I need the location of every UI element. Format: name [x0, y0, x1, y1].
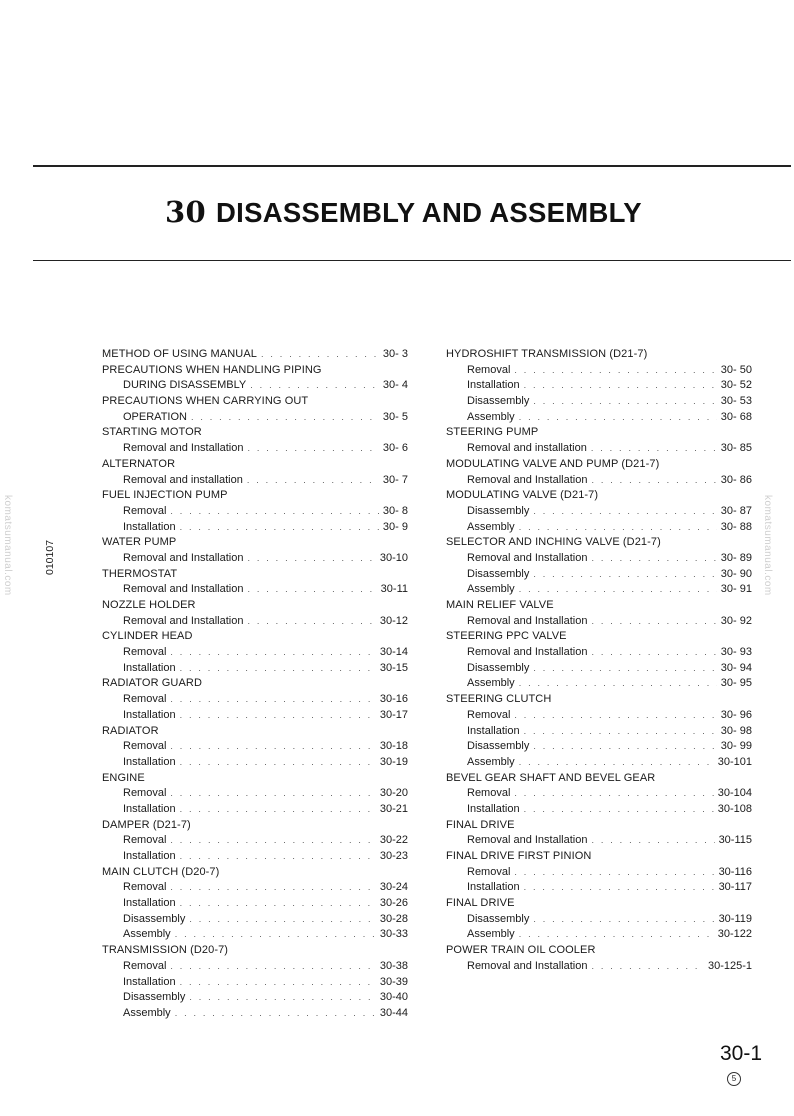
toc-entry-label: Removal: [123, 693, 167, 706]
toc-entry-label: CYLINDER HEAD: [102, 630, 193, 643]
dot-leader: [524, 724, 717, 740]
toc-entry-label: Removal and Installation: [123, 583, 244, 596]
toc-entry-label: Removal and Installation: [467, 551, 588, 564]
toc-entry: [446, 896, 752, 912]
toc-entry-page: 30-33: [379, 928, 408, 941]
toc-entry: [446, 786, 752, 802]
dot-leader: [591, 473, 716, 489]
toc-entry: [446, 520, 752, 536]
toc-entry: [102, 598, 408, 614]
toc-entry-label: Removal and Installation: [123, 442, 244, 455]
dot-leader: [533, 661, 716, 677]
dot-leader: [247, 582, 376, 598]
dot-leader: [519, 582, 717, 598]
dot-leader: [247, 614, 375, 630]
toc-entry: [446, 378, 752, 394]
dot-leader: [180, 708, 376, 724]
toc-entry-page: 30- 68: [720, 410, 752, 423]
dot-leader: [180, 661, 376, 677]
toc-entry: [446, 614, 752, 630]
toc-entry: [102, 1006, 408, 1022]
toc-entry-label: Installation: [123, 661, 176, 674]
top-rule: [33, 165, 791, 167]
toc-entry-label: Removal: [467, 708, 511, 721]
toc-entry-label: Removal: [467, 865, 511, 878]
toc-entry-page: 30-125-1: [707, 959, 752, 972]
toc-entry-label: FINAL DRIVE: [446, 897, 515, 910]
dot-leader: [519, 676, 717, 692]
toc-entry-label: Assembly: [467, 583, 515, 596]
toc-entry-label: Removal: [123, 504, 167, 517]
toc-entry-page: 30- 8: [382, 504, 408, 517]
toc-entry: [102, 614, 408, 630]
toc-entry: [446, 865, 752, 881]
toc-entry-label: NOZZLE HOLDER: [102, 599, 196, 611]
toc-entry-label: THERMOSTAT: [102, 567, 178, 580]
dot-leader: [180, 755, 376, 771]
toc-entry: [446, 457, 752, 473]
toc-entry: [446, 927, 752, 943]
toc-entry-page: 30-24: [379, 881, 408, 894]
toc-entry-label: Assembly: [123, 1006, 171, 1019]
toc-entry: [446, 535, 752, 551]
toc-entry-label: Removal: [123, 881, 167, 894]
toc-entry: [446, 394, 752, 410]
dot-leader: [533, 739, 716, 755]
toc-entry-label: Removal and Installation: [467, 834, 588, 847]
toc-entry-page: 30- 5: [382, 410, 408, 423]
dot-leader: [591, 614, 716, 630]
toc-entry-label: Removal: [123, 834, 167, 847]
toc-entry-page: 30- 93: [720, 646, 752, 659]
toc-entry-label: FINAL DRIVE: [446, 818, 515, 831]
toc-entry-label: Removal and installation: [467, 442, 587, 455]
toc-entry-label: Disassembly: [467, 912, 530, 925]
toc-entry: [102, 802, 408, 818]
toc-entry-label: OPERATION: [123, 410, 187, 423]
toc-entry-page: 30-115: [718, 834, 752, 847]
toc-entry: [446, 661, 752, 677]
dot-leader: [524, 378, 717, 394]
toc-entry-page: 30-15: [379, 661, 408, 674]
toc-entry-page: 30-28: [379, 912, 408, 925]
toc-entry: [446, 802, 752, 818]
dot-leader: [524, 880, 715, 896]
toc-entry: [446, 441, 752, 457]
toc-entry: [446, 755, 752, 771]
dot-leader: [170, 833, 375, 849]
toc-entry-label: Installation: [123, 520, 176, 533]
toc-entry-label: MAIN CLUTCH (D20-7): [102, 865, 220, 878]
dot-leader: [591, 833, 714, 849]
toc-entry: [446, 849, 752, 865]
toc-entry-page: 30- 50: [720, 363, 752, 376]
side-code: 010107: [44, 539, 56, 575]
toc-entry-label: Assembly: [123, 928, 171, 941]
toc-entry-page: 30- 86: [720, 473, 752, 486]
toc-entry-label: Installation: [123, 708, 176, 721]
toc-entry: [102, 457, 408, 473]
page-number: 30-1: [719, 1042, 762, 1065]
toc-entry-page: 30-117: [718, 881, 752, 894]
toc-entry: [102, 551, 408, 567]
toc-entry-label: STARTING MOTOR: [102, 426, 202, 439]
toc-entry-label: Removal and Installation: [467, 959, 588, 972]
toc-entry-page: 30-20: [379, 787, 408, 800]
toc-entry-label: SELECTOR AND INCHING VALVE (D21-7): [446, 536, 661, 549]
toc-entry-label: Installation: [467, 724, 520, 737]
dot-leader: [591, 441, 717, 457]
toc-entry: [102, 959, 408, 975]
toc-entry-page: 30-12: [379, 614, 408, 627]
toc-entry-label: Removal and Installation: [123, 614, 244, 627]
toc-entry: [102, 504, 408, 520]
toc-entry: [102, 990, 408, 1006]
dot-leader: [519, 520, 717, 536]
toc-entry-page: 30- 98: [720, 724, 752, 737]
toc-entry-label: Assembly: [467, 677, 515, 690]
toc-entry-page: 30-122: [717, 928, 752, 941]
toc-entry-label: RADIATOR: [102, 724, 159, 737]
toc-entry-page: 30- 7: [382, 473, 408, 486]
toc-entry: [446, 347, 752, 363]
toc-entry-page: 30-40: [379, 991, 408, 1004]
dot-leader: [189, 912, 376, 928]
toc-entry-label: Removal: [123, 740, 167, 753]
toc-entry-label: Disassembly: [123, 991, 186, 1004]
toc-entry-label: ENGINE: [102, 771, 145, 784]
dot-leader: [247, 473, 379, 489]
toc-entry-label: Installation: [123, 897, 176, 910]
revision-mark: 5: [727, 1072, 741, 1086]
dot-leader: [170, 504, 379, 520]
toc-entry-label: STEERING PPC VALVE: [446, 630, 567, 643]
toc-left-column: [102, 347, 408, 1022]
toc-entry-label: DURING DISASSEMBLY: [123, 379, 247, 392]
toc-entry: [102, 880, 408, 896]
dot-leader: [250, 378, 379, 394]
toc-entry-page: 30-16: [379, 693, 408, 706]
dot-leader: [170, 739, 375, 755]
toc-entry-label: Installation: [123, 975, 176, 988]
toc-entry-page: 30- 88: [720, 520, 752, 533]
dot-leader: [189, 990, 376, 1006]
dot-leader: [591, 645, 716, 661]
toc-entry-page: 30- 9: [382, 520, 408, 533]
toc-entry-label: Removal: [123, 646, 167, 659]
dot-leader: [514, 708, 716, 724]
toc-entry-page: 30-10: [379, 551, 408, 564]
toc-entry: [102, 645, 408, 661]
watermark-right: komatsumanual.com: [762, 495, 773, 596]
toc-entry: [446, 629, 752, 645]
dot-leader: [514, 786, 713, 802]
toc-entry-page: 30- 4: [382, 379, 408, 392]
toc-entry-page: 30-116: [718, 865, 752, 878]
dot-leader: [533, 504, 716, 520]
toc-entry: [102, 943, 408, 959]
toc-entry: [446, 708, 752, 724]
toc-entry: [446, 551, 752, 567]
toc-entry: [446, 410, 752, 426]
toc-entry-label: Removal and Installation: [467, 473, 588, 486]
dot-leader: [514, 865, 714, 881]
toc-entry: [102, 363, 408, 379]
toc-entry: [102, 739, 408, 755]
toc-entry: [102, 441, 408, 457]
dot-leader: [180, 975, 376, 991]
toc-entry-label: Assembly: [467, 520, 515, 533]
toc-entry-label: STEERING PUMP: [446, 426, 539, 439]
dot-leader: [191, 410, 379, 426]
toc-entry: [102, 661, 408, 677]
dot-leader: [247, 551, 375, 567]
toc-entry: [446, 598, 752, 614]
toc-entry-label: Removal and Installation: [467, 646, 588, 659]
toc-entry: [102, 676, 408, 692]
dot-leader: [533, 394, 716, 410]
toc-entry: [102, 425, 408, 441]
toc-entry: [102, 912, 408, 928]
toc-entry-page: 30- 87: [720, 504, 752, 517]
toc-entry-label: Disassembly: [467, 567, 530, 580]
dot-leader: [524, 802, 714, 818]
toc-entry: [446, 912, 752, 928]
toc-entry: [446, 567, 752, 583]
dot-leader: [180, 802, 376, 818]
toc-entry-page: 30-21: [379, 802, 408, 815]
toc-entry: [446, 645, 752, 661]
toc-entry-label: METHOD OF USING MANUAL: [102, 348, 257, 360]
toc-entry-page: 30- 85: [720, 442, 752, 455]
toc-entry-label: Removal and Installation: [123, 551, 244, 564]
toc-entry: [446, 582, 752, 598]
toc-entry: [102, 582, 408, 598]
toc-entry: [102, 833, 408, 849]
toc-entry-page: 30- 96: [720, 708, 752, 721]
toc-entry-page: 30- 6: [382, 442, 408, 455]
chapter-title: [165, 195, 642, 229]
toc-right-column: [446, 347, 752, 975]
dot-leader: [175, 927, 376, 943]
toc-entry: [446, 676, 752, 692]
toc-entry-label: Assembly: [467, 410, 515, 423]
toc-entry-page: 30-19: [379, 755, 408, 768]
toc-entry-page: 30-38: [379, 959, 408, 972]
chapter-title-text: DISASSEMBLY AND ASSEMBLY: [215, 197, 642, 228]
toc-entry: [446, 473, 752, 489]
toc-entry-label: Disassembly: [467, 661, 530, 674]
dot-leader: [180, 520, 379, 536]
toc-entry: [446, 488, 752, 504]
toc-entry-page: 30- 95: [720, 677, 752, 690]
toc-entry: [446, 771, 752, 787]
toc-entry-label: PRECAUTIONS WHEN CARRYING OUT: [102, 395, 309, 408]
toc-entry-page: 30-18: [379, 740, 408, 753]
toc-entry-label: Installation: [467, 881, 520, 894]
toc-entry-label: Installation: [467, 379, 520, 392]
toc-entry: [446, 425, 752, 441]
toc-entry-label: TRANSMISSION (D20-7): [102, 944, 229, 957]
toc-entry-label: Disassembly: [467, 395, 530, 408]
toc-entry: [102, 786, 408, 802]
toc-entry: [102, 849, 408, 865]
toc-entry: [446, 943, 752, 959]
toc-entry-label: Installation: [123, 755, 176, 768]
toc-entry: [102, 394, 408, 410]
toc-entry-label: HYDROSHIFT TRANSMISSION (D21-7): [446, 348, 648, 360]
dot-leader: [533, 567, 716, 583]
toc-entry: [102, 347, 408, 363]
toc-entry: [446, 818, 752, 834]
toc-entry-label: POWER TRAIN OIL COOLER: [446, 944, 596, 957]
toc-entry-label: RADIATOR GUARD: [102, 677, 203, 690]
dot-leader: [533, 912, 714, 928]
toc-entry: [102, 771, 408, 787]
toc-entry-label: MAIN RELIEF VALVE: [446, 599, 554, 611]
toc-entry: [102, 896, 408, 912]
dot-leader: [591, 551, 716, 567]
toc-entry: [102, 755, 408, 771]
toc-entry-label: Disassembly: [123, 912, 186, 925]
toc-entry: [102, 692, 408, 708]
toc-entry-page: 30-44: [379, 1006, 408, 1019]
dot-leader: [514, 363, 716, 379]
toc-entry-label: Removal: [123, 787, 167, 800]
toc-entry-label: Installation: [123, 850, 176, 862]
toc-entry-label: Removal: [123, 959, 167, 972]
dot-leader: [170, 645, 375, 661]
toc-entry: [446, 363, 752, 379]
toc-entry-label: FUEL INJECTION PUMP: [102, 489, 228, 502]
toc-entry-page: 30- 90: [720, 567, 752, 580]
toc-entry: [102, 975, 408, 991]
dot-leader: [519, 755, 714, 771]
toc-entry-label: Disassembly: [467, 504, 530, 517]
toc-entry-page: 30-17: [379, 708, 408, 721]
toc-entry-page: 30- 94: [720, 661, 752, 674]
toc-entry-page: 30-101: [717, 755, 752, 768]
toc-entry: [446, 739, 752, 755]
dot-leader: [180, 896, 376, 912]
toc-entry: [102, 818, 408, 834]
toc-entry-label: PRECAUTIONS WHEN HANDLING PIPING: [102, 363, 322, 376]
toc-entry: [102, 629, 408, 645]
dot-leader: [261, 347, 379, 363]
toc-entry: [446, 959, 752, 975]
toc-entry-label: WATER PUMP: [102, 536, 177, 549]
toc-entry: [102, 410, 408, 426]
toc-entry-label: Removal: [467, 787, 511, 800]
toc-entry: [102, 473, 408, 489]
toc-entry-label: ALTERNATOR: [102, 457, 176, 470]
toc-entry: [102, 535, 408, 551]
toc-entry: [446, 833, 752, 849]
toc-entry-page: 30-104: [717, 787, 752, 800]
dot-leader: [519, 927, 714, 943]
toc-entry: [102, 724, 408, 740]
toc-entry-label: Removal and Installation: [467, 614, 588, 627]
toc-entry-page: 30-108: [717, 802, 752, 815]
toc-entry: [102, 708, 408, 724]
toc-entry-page: 30-14: [379, 646, 408, 659]
toc-entry-label: BEVEL GEAR SHAFT AND BEVEL GEAR: [446, 771, 656, 784]
toc-entry-label: MODULATING VALVE (D21-7): [446, 489, 599, 502]
toc-entry-page: 30- 3: [382, 348, 408, 360]
toc-entry-label: DAMPER (D21-7): [102, 818, 191, 831]
toc-entry-label: Installation: [467, 802, 520, 815]
watermark-left: komatsumanual.com: [2, 495, 13, 596]
dot-leader: [175, 1006, 376, 1022]
dot-leader: [170, 786, 375, 802]
toc-entry-page: 30- 52: [720, 379, 752, 392]
toc-entry: [102, 378, 408, 394]
bottom-rule: [33, 260, 791, 261]
toc-entry-label: MODULATING VALVE AND PUMP (D21-7): [446, 457, 660, 470]
toc-entry-label: FINAL DRIVE FIRST PINION: [446, 850, 592, 862]
toc-entry-page: 30-23: [379, 850, 408, 862]
dot-leader: [247, 441, 378, 457]
toc-entry-label: Assembly: [467, 755, 515, 768]
toc-entry-page: 30-119: [718, 912, 752, 925]
toc-entry: [446, 724, 752, 740]
toc-entry-page: 30-11: [380, 583, 408, 596]
toc-entry-page: 30-22: [379, 834, 408, 847]
toc-entry-page: 30- 92: [720, 614, 752, 627]
toc-entry: [446, 880, 752, 896]
toc-entry-page: 30-26: [379, 897, 408, 910]
toc-entry-label: Disassembly: [467, 740, 530, 753]
toc-entry: [102, 865, 408, 881]
dot-leader: [170, 959, 375, 975]
toc-entry: [446, 692, 752, 708]
chapter-number: 30: [165, 195, 206, 229]
dot-leader: [591, 959, 703, 975]
dot-leader: [180, 849, 376, 865]
toc-entry: [102, 488, 408, 504]
toc-entry-label: Removal: [467, 363, 511, 376]
toc-entry-label: Removal and installation: [123, 473, 243, 486]
toc-entry-page: 30-39: [379, 975, 408, 988]
toc-entry-page: 30- 91: [720, 583, 752, 596]
toc-entry: [446, 504, 752, 520]
toc-entry: [102, 567, 408, 583]
toc-entry: [102, 927, 408, 943]
dot-leader: [170, 880, 375, 896]
toc-entry: [102, 520, 408, 536]
toc-entry-page: 30- 89: [720, 551, 752, 564]
toc-entry-page: 30- 99: [720, 740, 752, 753]
toc-entry-label: Installation: [123, 802, 176, 815]
toc-entry-label: STEERING CLUTCH: [446, 693, 552, 706]
toc-entry-page: 30- 53: [720, 395, 752, 408]
dot-leader: [519, 410, 717, 426]
toc-entry-label: Assembly: [467, 928, 515, 941]
dot-leader: [170, 692, 375, 708]
